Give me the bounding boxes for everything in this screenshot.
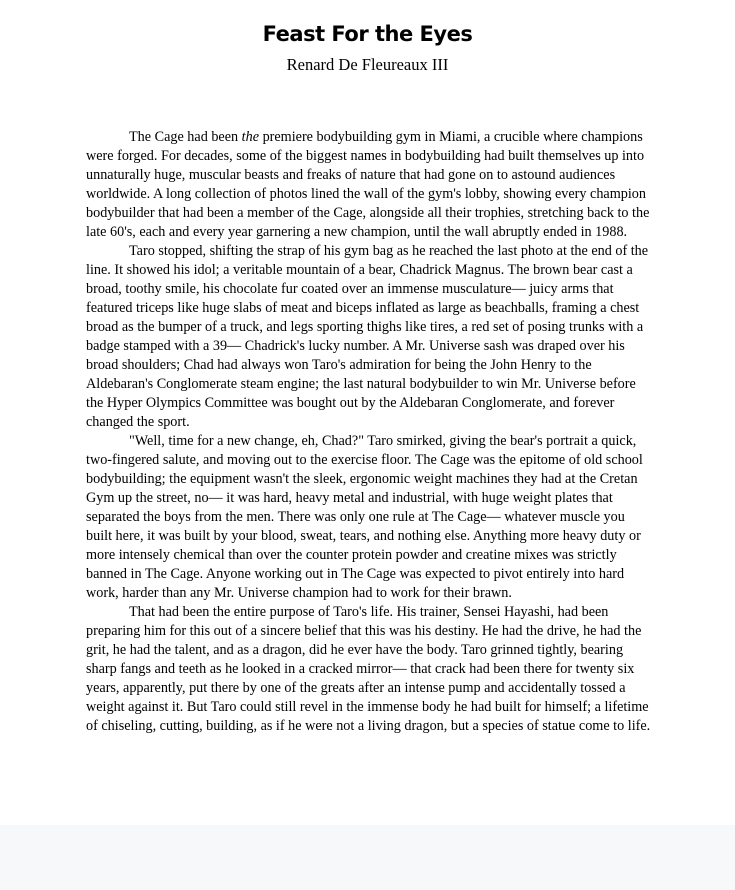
paragraph-1 bbox=[86, 128, 652, 242]
paragraph-4: That had been the entire purpose of Taro's life. His trainer, Sensei Hayashi, had been preparing him for this out of a sincere belief that this was his destiny. He had the drive, he had the grit, he had the talent, and as a dragon, did he ever have the body. Taro grinned tightly, bearing sharp fangs and teeth as he looked in a cracked mirror— that crack had been there for twenty six years, apparently, put there by one of the greats after an intense pump and accidentally tossed a weight against it. But Taro could still revel in the immense body he had built for himself; a lifetime of chiseling, cutting, building, as if he were not a living dragon, but a species of statue come to life. bbox=[86, 604, 651, 734]
paragraph-1-text-end: premiere bodybuilding gym in Miami, a crucible where champions were forged. For decades, some of the biggest names in bodybuilding had built themselves up into unnaturally huge, muscular beasts and freaks of nature that had gone on to astound audiences worldwide. A long collection of photos lined the wall of the gym's lobby, showing every champion bodybuilder that had been a member of the Cage, alongside all their trophies, stretching back to the late 60's, each and every year garnering a new champion, until the wall abruptly ended in 1988. bbox=[86, 129, 650, 240]
paragraph-1-emphasis: the bbox=[241, 129, 260, 145]
paragraph-3: "Well, time for a new change, eh, Chad?" Taro smirked, giving the bear's portrait a quick, two-fingered salute, and moving out to the exercise floor. The Cage was the epitome of old school bodybuilding; the equipment wasn't the sleek, ergonomic weight machines they had at the Cretan Gym up the street, no— it was hard, heavy metal and industrial, with huge weight plates that separated the boys from the men. There was only one rule at The Cage— whatever muscle you built here, it was built by your blood, sweat, tears, and nothing else. Anything more heavy duty or more intensely chemical than over the counter protein powder and creatine mixes was strictly banned in The Cage. Anyone working out in The Cage was expected to pivot entirely into hard work, harder than any Mr. Universe champion had to work for their brawn. bbox=[86, 433, 643, 601]
document-title: Feast For the Eyes bbox=[262, 22, 473, 46]
document-body bbox=[86, 128, 652, 736]
paragraph-1-text-start: The Cage had been bbox=[129, 129, 242, 145]
document-author: Renard De Fleureaux III bbox=[286, 55, 449, 74]
paragraph-2: Taro stopped, shifting the strap of his gym bag as he reached the last photo at the end of the line. It showed his idol; a veritable mountain of a bear, Chadrick Magnus. The brown bear cast a broad, toothy smile, his chocolate fur coated over an immense musculature— juicy arms that featured triceps like huge slabs of meat and biceps inflated as large as beachballs, framing a chest broad as the bumper of a truck, and legs sporting thighs like tires, a red set of posing trunks with a badge stamped with a 39— Chadrick's lucky number. A Mr. Universe sash was draped over his broad shoulders; Chad had always won Taro's admiration for being the John Henry to the Aldebaran's Conglomerate steam engine; the last natural bodybuilder to win Mr. Universe before the Hyper Olympics Committee was bought out by the Aldebaran Conglomerate, and forever changed the sport. bbox=[86, 243, 649, 430]
page-bottom-margin bbox=[0, 825, 735, 890]
